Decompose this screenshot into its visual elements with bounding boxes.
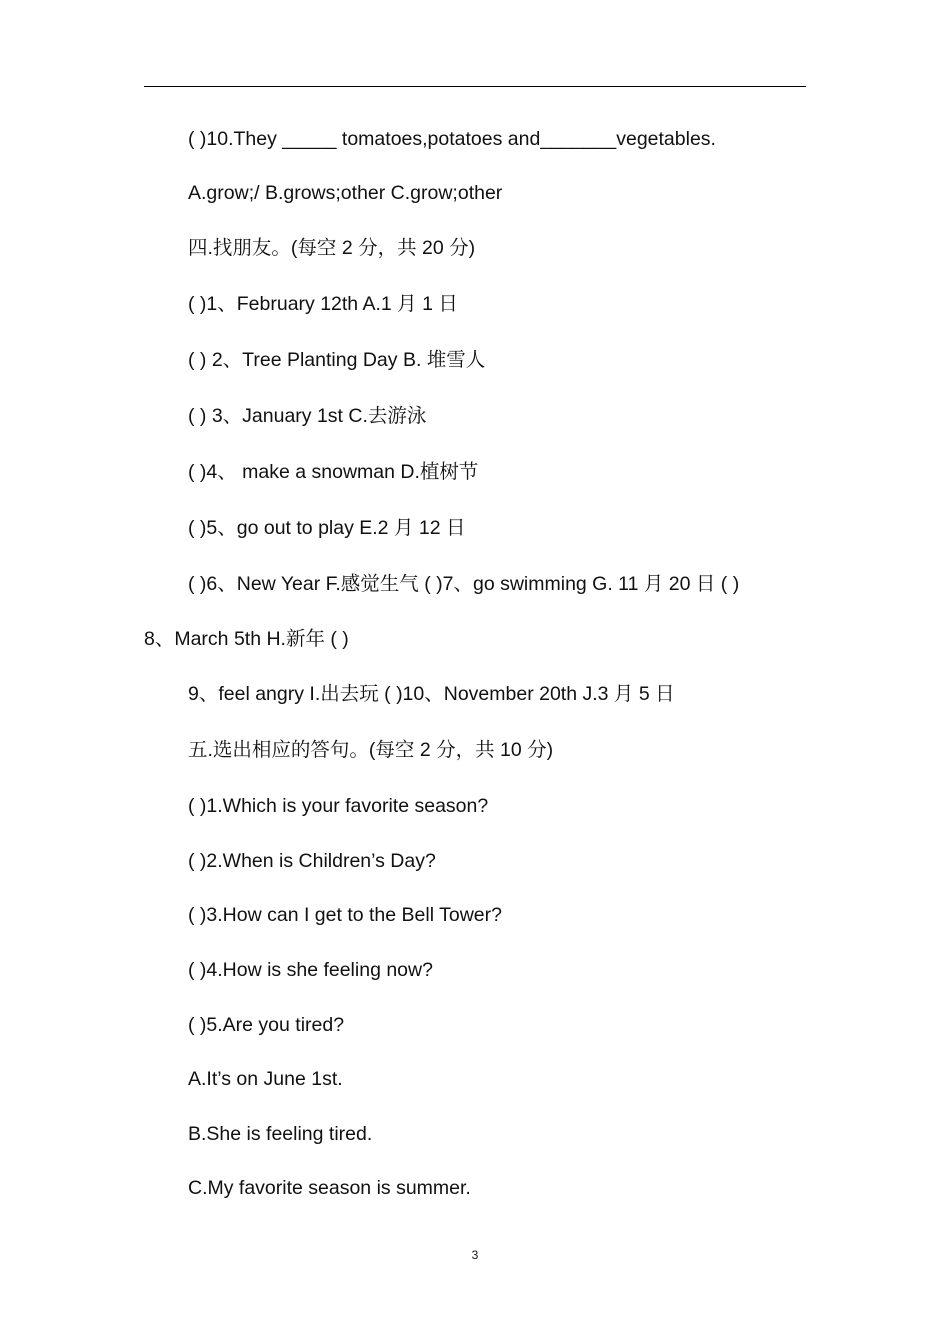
match-item-9-10: 9、feel angry I.出去玩 ( )10、November 20th J.3 月 5 日 (188, 683, 675, 705)
answer-option-c: C.My favorite season is summer. (188, 1177, 471, 1199)
section-4-heading: 四.找朋友。(每空 2 分，共 20 分) (188, 237, 476, 259)
match-item-3: ( ) 3、January 1st C.去游泳 (188, 405, 427, 427)
header-rule (144, 86, 806, 87)
answer-question-2: ( )2.When is Children’s Day? (188, 850, 436, 872)
answer-question-3: ( )3.How can I get to the Bell Tower? (188, 904, 502, 926)
answer-question-1: ( )1.Which is your favorite season? (188, 795, 489, 817)
match-item-8: 8、March 5th H.新年 ( ) (144, 628, 349, 650)
match-item-4: ( )4、 make a snowman D.植树节 (188, 461, 479, 483)
answer-question-5: ( )5.Are you tired? (188, 1014, 345, 1036)
question-10-line: ( )10.They _____ tomatoes,potatoes and_______vegetables. (188, 128, 716, 150)
section-5-heading: 五.选出相应的答句。(每空 2 分，共 10 分) (188, 739, 554, 761)
match-item-1: ( )1、February 12th A.1 月 1 日 (188, 293, 458, 315)
match-item-2: ( ) 2、Tree Planting Day B. 堆雪人 (188, 349, 486, 371)
page-number: 3 (471, 1248, 479, 1262)
match-item-5: ( )5、go out to play E.2 月 12 日 (188, 517, 466, 539)
answer-option-b: B.She is feeling tired. (188, 1123, 373, 1145)
answer-question-4: ( )4.How is she feeling now? (188, 959, 433, 981)
match-item-6-7: ( )6、New Year F.感觉生气 ( )7、go swimming G. 11 月 20 日 ( ) (188, 573, 740, 595)
question-10-options: A.grow;/ B.grows;other C.grow;other (188, 182, 503, 204)
answer-option-a: A.It’s on June 1st. (188, 1068, 343, 1090)
